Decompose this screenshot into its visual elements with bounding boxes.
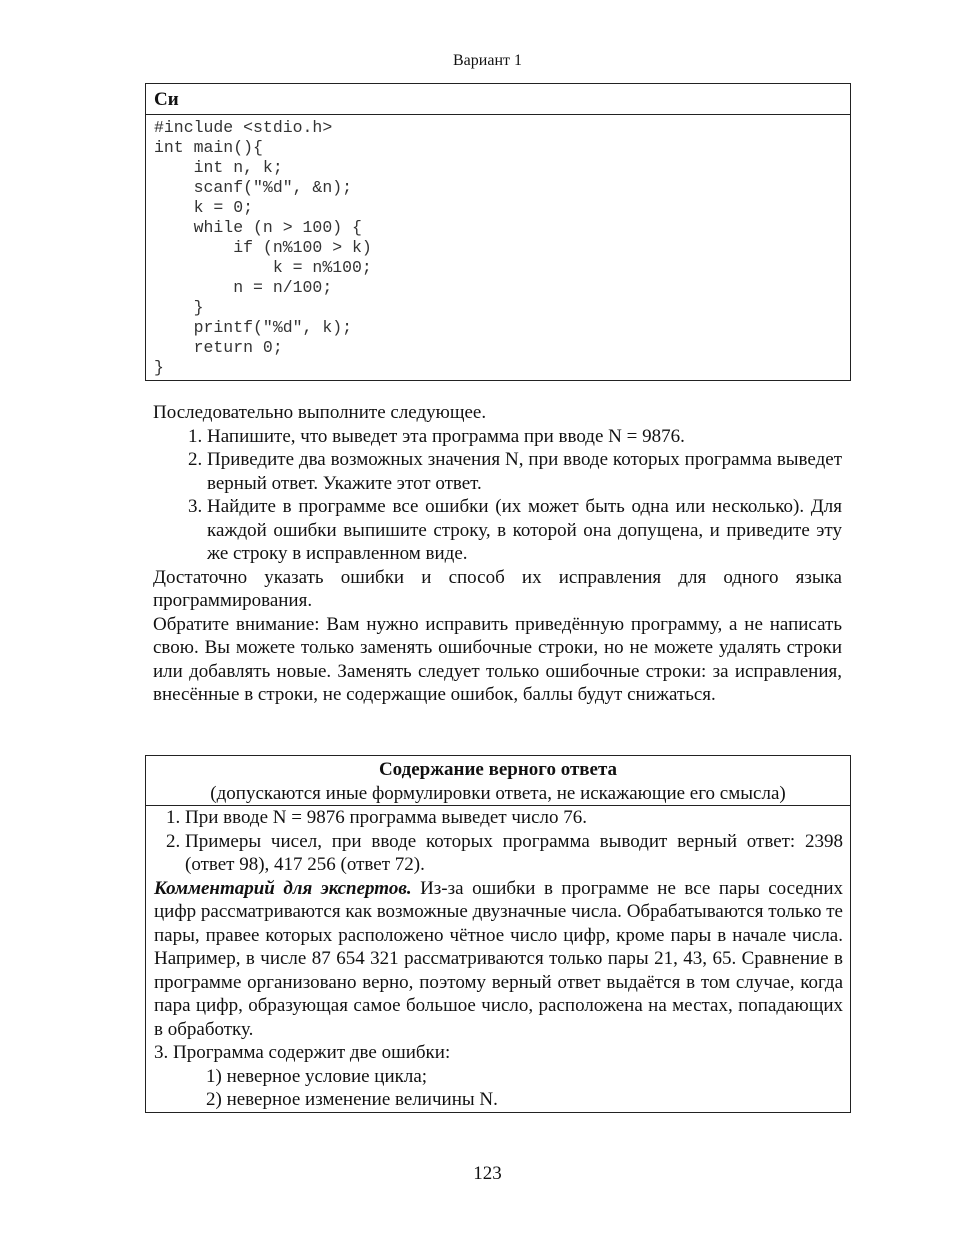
answer-title: Содержание верного ответа (378, 759, 618, 780)
task-text (153, 401, 842, 707)
code-listing (146, 115, 850, 380)
code-line: while (n > 100) { (154, 218, 362, 237)
code-line: n = n/100; (154, 278, 333, 297)
code-line: int n, k; (154, 158, 283, 177)
answer-item3: 3. Программа содержит две ошибки: (154, 1042, 451, 1063)
task-list (153, 425, 842, 566)
answer-box (145, 755, 851, 1113)
answer-item: 2. Примеры чисел, при вводе которых программа выводит верный ответ: 2398 (ответ 98), 417 256 (ответ 72). (185, 830, 843, 877)
comment-label: Комментарий для экспертов. (154, 877, 412, 899)
code-line: printf("%d", k); (154, 318, 353, 337)
error-item: 2) неверное изменение величины N. (206, 1089, 498, 1110)
code-line: int main(){ (154, 138, 263, 157)
answer-header (146, 756, 850, 806)
code-line: #include <stdio.h> (154, 118, 333, 137)
comment-text: Из-за ошибки в программе не все пары соседних цифр рассматриваются как возможные двузначные числа. Обрабатываются только те пары, правее которых расположено чётное число цифр, кроме пары в начале числа. Например, в числе 87 654 321 рассматриваются только пары 21, 43, 65. Сравнение в программе организовано верно, поэтому верный ответ выдаётся в том случае, когда пара цифр, образующая самое большое число, расположена на местах, попадающих в обработку. (154, 877, 843, 1040)
code-line: return 0; (154, 338, 283, 357)
code-line: k = n%100; (154, 258, 372, 277)
task-item: 1. Напишите, что выведет эта программа при вводе N = 9876. (207, 425, 842, 449)
task-item: 3. Найдите в программе все ошибки (их может быть одна или несколько). Для каждой ошибки выпишите строку, в которой она допущена, и приведите эту же строку в исправленном виде. (207, 495, 842, 566)
error-item: 1) неверное условие цикла; (206, 1065, 428, 1087)
code-language-label: Си (146, 84, 850, 115)
page-header: Вариант 1 (453, 52, 522, 69)
answer-item: 1. При вводе N = 9876 программа выведет число 76. (185, 806, 843, 830)
answer-subtitle: (допускаются иные формулировки ответа, не искажающие его смысла) (210, 782, 786, 804)
task-item: 2. Приведите два возможных значения N, при вводе которых программа выведет верный ответ. Укажите этот ответ. (207, 448, 842, 495)
answer-body (146, 806, 850, 1112)
code-line: } (154, 298, 204, 317)
answer-list (154, 806, 843, 877)
task-intro: Последовательно выполните следующее. (153, 402, 487, 423)
code-line: if (n%100 > k) (154, 238, 372, 257)
code-line: k = 0; (154, 198, 254, 217)
code-line: } (154, 358, 164, 377)
page-number: 123 (473, 1163, 502, 1184)
code-line: scanf("%d", &n); (154, 178, 353, 197)
task-note: Обратите внимание: Вам нужно исправить приведённую программу, а не написать свою. Вы можете только заменять ошибочные строки, но не можете удалять строки или добавлять новые. Заменять следует только ошибочные строки: за исправления, внесённые в строки, не содержащие ошибок, баллы будут снижаться. (153, 613, 842, 705)
code-box (145, 83, 851, 381)
expert-comment (154, 877, 843, 1042)
task-note: Достаточно указать ошибки и способ их исправления для одного языка программирования. (153, 566, 842, 611)
